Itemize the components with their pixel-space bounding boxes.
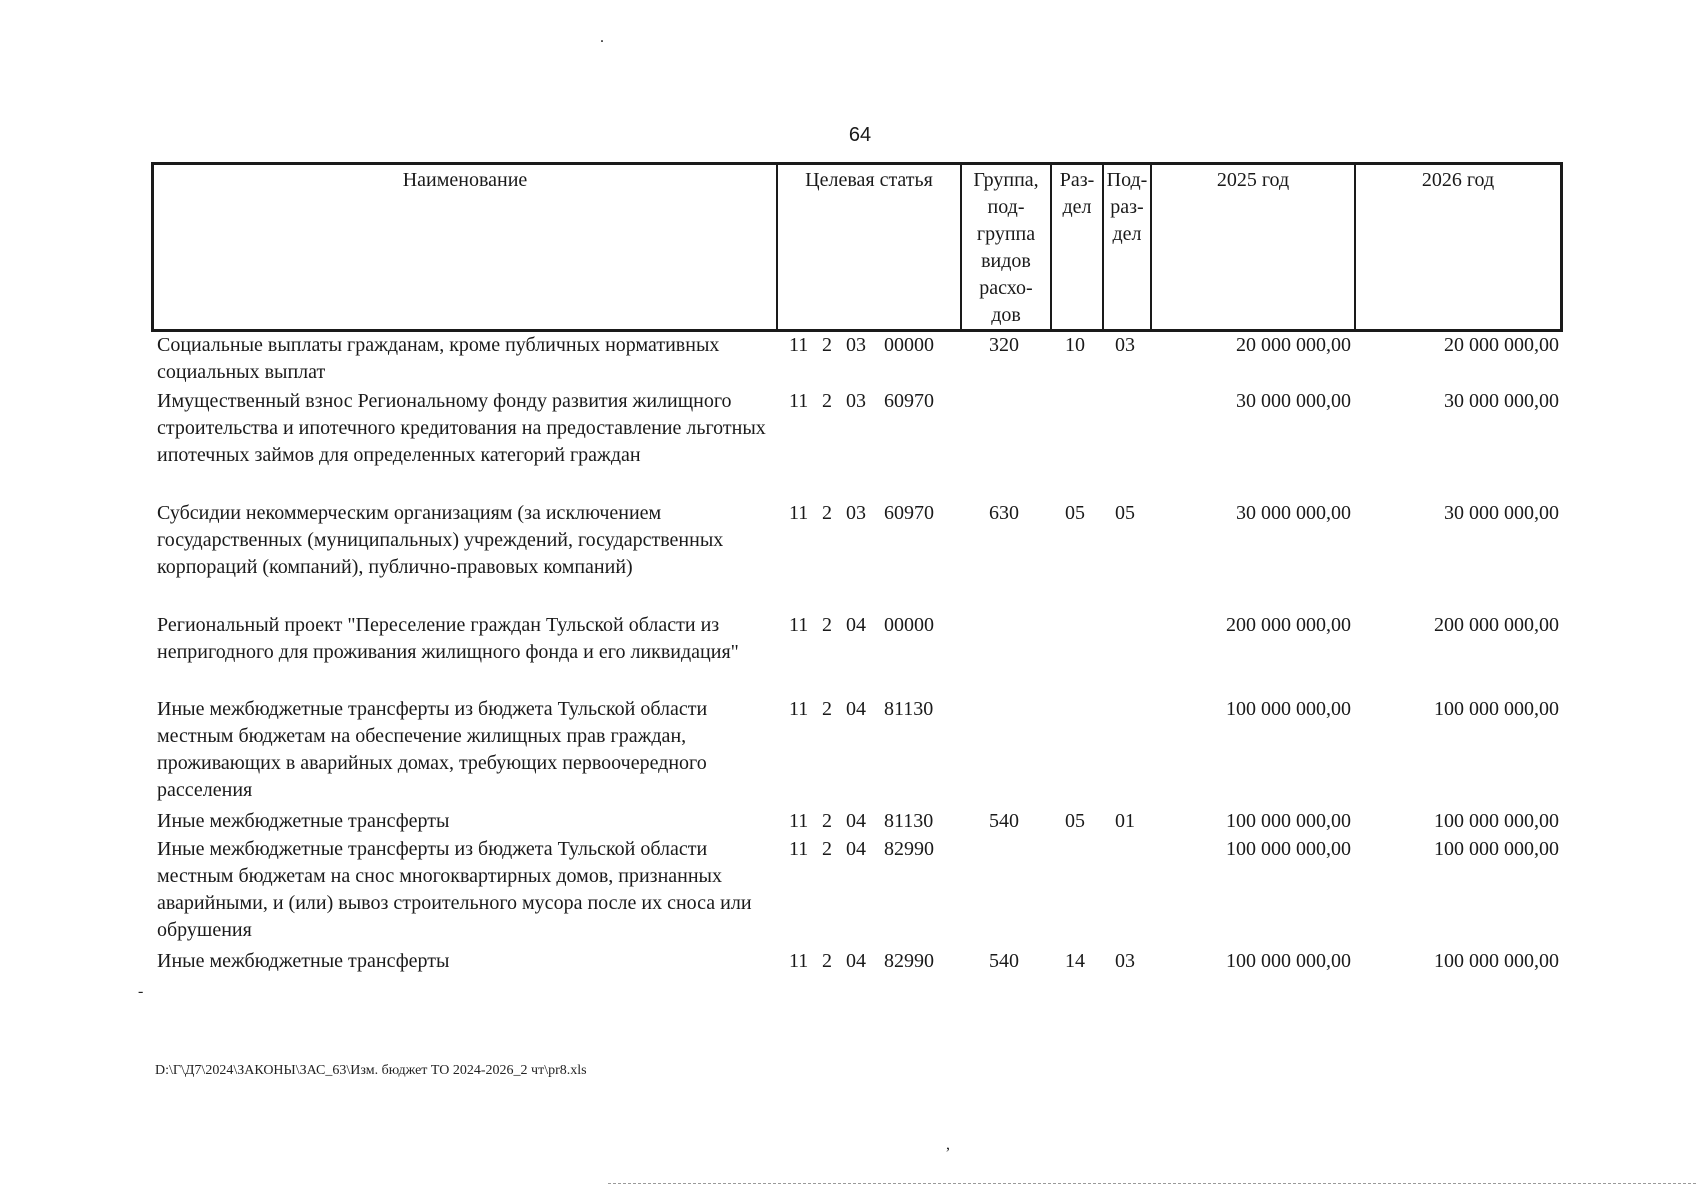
code-subprogram: 04 [846,614,866,636]
row-amount-2025: 100 000 000,00 [1226,810,1351,832]
table-row [151,948,1563,976]
header-name: Наименование [154,165,778,329]
code-direction: 60970 [884,390,934,412]
row-subsection: 03 [1115,950,1135,972]
row-group [959,836,1049,948]
code-type: 2 [822,502,832,524]
code-subprogram: 03 [846,502,866,524]
row-section: 10 [1065,334,1085,356]
code-type: 2 [822,810,832,832]
row-group: 320 [989,334,1019,356]
code-direction: 81130 [884,698,934,720]
code-program: 11 [789,950,809,972]
row-name: Социальные выплаты гражданам, кроме публичных нормативных социальных выплат [157,334,720,383]
row-subsection [1101,612,1149,696]
row-section [1049,696,1101,808]
code-program: 11 [789,838,809,860]
header-year-2025: 2025 год [1152,165,1356,329]
table-row [151,332,1563,388]
table-row [151,696,1563,808]
code-subprogram: 03 [846,334,866,356]
row-amount-2026: 30 000 000,00 [1444,502,1559,524]
row-section [1049,612,1101,696]
code-type: 2 [822,950,832,972]
code-program: 11 [789,614,809,636]
row-target-article [781,332,959,388]
row-target-article [781,500,959,612]
row-group: 630 [989,502,1019,524]
row-amount-2026: 100 000 000,00 [1434,838,1559,860]
row-amount-2025: 30 000 000,00 [1236,390,1351,412]
code-program: 11 [789,390,809,412]
scan-speck-top: . [600,29,604,46]
code-direction: 00000 [884,334,934,356]
row-amount-2026: 100 000 000,00 [1434,810,1559,832]
table-row [151,500,1563,612]
row-group [959,612,1049,696]
row-amount-2025: 100 000 000,00 [1226,698,1351,720]
header-section: Раз- дел [1052,165,1104,329]
row-name: Иные межбюджетные трансферты из бюджета Тульской области местным бюджетам на снос многоквартирных домов, признанных аварийными, и (или) вывоз строительного мусора после их сноса или обрушения [157,838,752,941]
code-type: 2 [822,390,832,412]
scan-edge-line [608,1183,1696,1184]
header-target-article: Целевая статья [778,165,962,329]
scan-speck-left: - [138,983,144,1000]
code-direction: 00000 [884,614,934,636]
row-target-article [781,612,959,696]
row-group [959,388,1049,500]
row-amount-2026: 20 000 000,00 [1444,334,1559,356]
row-section [1049,388,1101,500]
code-direction: 82990 [884,838,934,860]
header-subsection: Под- раз- дел [1104,165,1152,329]
row-name: Имущественный взнос Региональному фонду развития жилищного строительства и ипотечного кредитования на предоставление льготных ипотечных займов для определенных категорий граждан [157,390,766,466]
row-name: Субсидии некоммерческим организациям (за исключением государственных (муниципальных) учреждений, государственных корпораций (компаний), публично-правовых компаний) [157,502,724,578]
table-row [151,612,1563,696]
row-section: 05 [1065,810,1085,832]
row-section [1049,836,1101,948]
code-type: 2 [822,334,832,356]
row-name: Иные межбюджетные трансферты [157,810,450,832]
row-amount-2025: 30 000 000,00 [1236,502,1351,524]
code-subprogram: 04 [846,838,866,860]
row-amount-2026: 30 000 000,00 [1444,390,1559,412]
header-group: Группа, под- группа видов расхо- дов [962,165,1052,329]
header-year-2026: 2026 год [1421,169,1495,191]
row-amount-2025: 200 000 000,00 [1226,614,1351,636]
row-amount-2025: 20 000 000,00 [1236,334,1351,356]
scan-speck-bottom: , [946,1136,950,1153]
code-direction: 82990 [884,950,934,972]
code-type: 2 [822,698,832,720]
code-subprogram: 04 [846,810,866,832]
table-row [151,808,1563,836]
code-program: 11 [789,698,809,720]
row-group [959,696,1049,808]
row-name: Иные межбюджетные трансферты из бюджета Тульской области местным бюджетам на обеспечение жилищных прав граждан, проживающих в аварийных домах, требующих первоочередного расселения [157,698,708,801]
code-direction: 81130 [884,810,934,832]
code-subprogram: 03 [846,390,866,412]
row-name: Региональный проект "Переселение граждан Тульской области из непригодного для проживания жилищного фонда и его ликвидация" [157,614,739,663]
row-target-article [781,948,959,976]
row-amount-2026: 100 000 000,00 [1434,950,1559,972]
table-header [151,162,1563,332]
row-name: Иные межбюджетные трансферты [157,950,450,972]
code-type: 2 [822,614,832,636]
row-subsection [1101,696,1149,808]
code-type: 2 [822,838,832,860]
row-amount-2025: 100 000 000,00 [1226,838,1351,860]
row-target-article [781,388,959,500]
table-body [151,332,1563,976]
row-amount-2026: 200 000 000,00 [1434,614,1559,636]
code-program: 11 [789,810,809,832]
page-number: 64 [848,124,872,146]
row-subsection [1101,388,1149,500]
code-subprogram: 04 [846,698,866,720]
code-program: 11 [789,334,809,356]
table-row [151,388,1563,500]
row-target-article [781,836,959,948]
code-direction: 60970 [884,502,934,524]
code-subprogram: 04 [846,950,866,972]
row-section: 05 [1065,502,1085,524]
code-program: 11 [789,502,809,524]
file-path-footer: D:\Г\Д7\2024\ЗАКОНЫ\ЗАС_63\Изм. бюджет ТО 2024-2026_2 чт\pr8.xls [155,1063,587,1078]
table-row [151,836,1563,948]
row-amount-2026: 100 000 000,00 [1434,698,1559,720]
row-section: 14 [1065,950,1085,972]
row-subsection: 05 [1115,502,1135,524]
row-target-article [781,808,959,836]
row-subsection: 03 [1115,334,1135,356]
row-group: 540 [989,950,1019,972]
row-target-article [781,696,959,808]
row-subsection: 01 [1115,810,1135,832]
row-amount-2025: 100 000 000,00 [1226,950,1351,972]
row-subsection [1101,836,1149,948]
row-group: 540 [989,810,1019,832]
